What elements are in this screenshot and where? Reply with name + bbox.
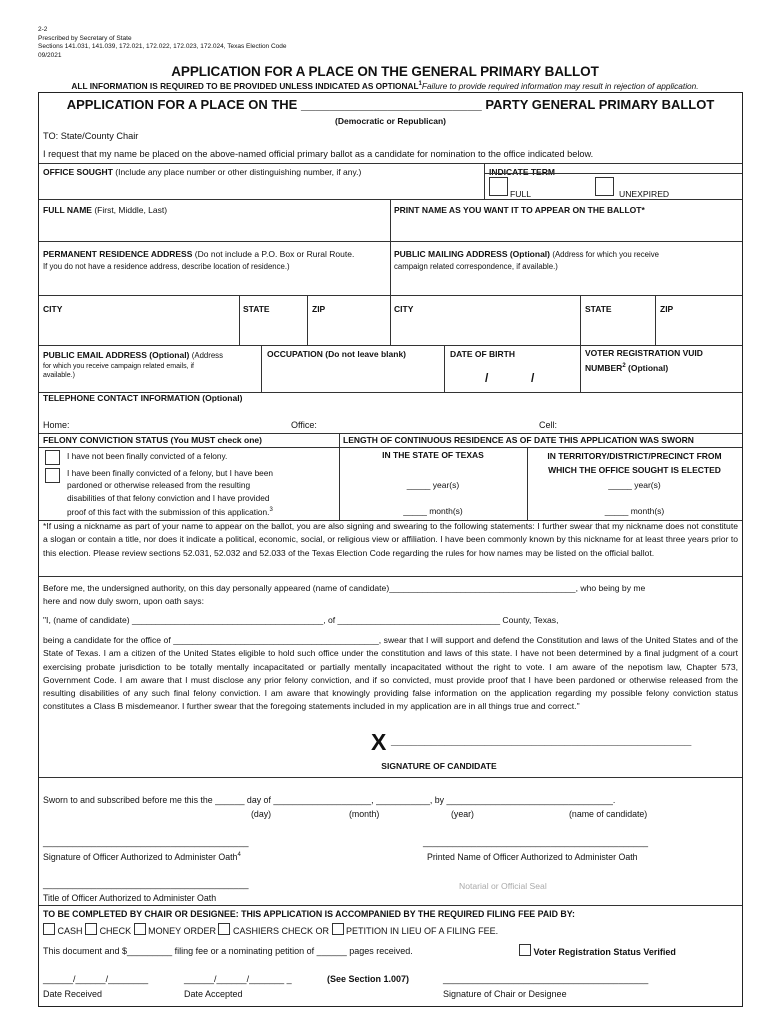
cashiers-check-checkbox[interactable] [218, 923, 230, 935]
date-accepted-line[interactable]: ______/______/_______ _ [184, 974, 292, 984]
oath-paragraph: being a candidate for the office of ___________________________________________, swear that I will support and defend the Constitution and laws of the United States and of the State of Texas. I am a citizen of the United States eligible to hold such office under the constitution and laws of this state. I have not been determined by a final judgment of a court exercising probate jurisdiction to be totally mentally incapacitated or partially mentally incapacitated without the right to vote. I am aware of the nepotism law, Chapter 573, Government Code. I am aware that I must disclose any prior felony conviction, and if so convicted, must provide proof that I have been pardoned or otherwise released from the resulting disabilities of any such final felony conviction. I am aware that knowingly providing false information on the application regarding my possible felony conviction status constitutes a Class B misdemeanor. I further swear that the foregoing statements included in my application are in all things true and correct." [43, 635, 738, 712]
city-label-left: CITY [43, 304, 63, 314]
officer-title-label: Title of Officer Authorized to Administer Oath [43, 893, 217, 903]
chair-heading: TO BE COMPLETED BY CHAIR OR DESIGNEE: THIS APPLICATION IS ACCOMPANIED BY THE REQUIRED FILING FEE PAID BY: [43, 909, 575, 919]
telephone-label: TELEPHONE CONTACT INFORMATION (Optional) [43, 393, 243, 403]
sworn-line: Sworn to and subscribed before me this the ______ day of ____________________, ___________, by __________________________________. [43, 795, 616, 805]
occupation-label: OCCUPATION (Do not leave blank) [267, 349, 407, 359]
signature-x: X [371, 729, 387, 755]
money-order-checkbox[interactable] [134, 923, 146, 935]
form-title: APPLICATION FOR A PLACE ON THE _________________________ PARTY GENERAL PRIMARY BALLOT [66, 97, 715, 112]
chair-signature-line[interactable]: _________________________________________ [443, 974, 649, 984]
oath-name-line: "I, (name of candidate) ________________________________________, of __________________________________ County, Texas, [43, 615, 559, 625]
officer-signature-label: Signature of Officer Authorized to Administer Oath$^4$ [43, 852, 241, 862]
document-fee-line: This document and $_________ filing fee or a nominating petition of ______ pages received. [43, 946, 413, 956]
home-phone-label: Home: [43, 420, 70, 430]
officer-signature-line[interactable]: __________________________________________ [43, 837, 249, 847]
dob-label: DATE OF BIRTH [450, 349, 516, 359]
full-term-label: FULL [510, 189, 532, 199]
sworn-day-label: (day) [251, 809, 272, 819]
office-phone-label: Office: [291, 420, 317, 430]
candidate-signature-line[interactable]: _____________________________________________ [391, 733, 692, 747]
code-sections: Sections 141.031, 141.039, 172.021, 172.022, 172.023, 172.024, Texas Election Code [38, 43, 287, 50]
in-territory-label: IN TERRITORY/DISTRICT/PRECINCT FROM WHICH THE OFFICE SOUGHT IS ELECTED [547, 451, 722, 475]
sworn-name-label: (name of candidate) [569, 809, 648, 819]
prescribed-by: Prescribed by Secretary of State [38, 34, 132, 42]
petition-checkbox[interactable] [332, 923, 344, 935]
form-date: 09/2021 [38, 51, 62, 59]
to-chair: TO: State/County Chair [43, 131, 139, 141]
residence-length-label: LENGTH OF CONTINUOUS RESIDENCE AS OF DATE THIS APPLICATION WAS SWORN [343, 435, 694, 445]
form-header [38, 26, 287, 60]
nickname-note: *If using a nickname as part of your name to appear on the ballot, you are also signing and swearing to the following statements: I further swear that my nickname does not constitute a slogan or contain a title, nor does it indicate a political, economic, social, or religious view or affiliation. I have been commonly known by this nickname for at least three years prior to this election. Please review sections 52.031, 52.032 and 52.033 of the Texas Election Code regarding the rules for how names may be listed on the official ballot. [43, 521, 738, 558]
sworn-year-label: (year) [451, 809, 474, 819]
months-territory: _____ month(s) [604, 506, 665, 516]
cash-checkbox[interactable] [43, 923, 55, 935]
months-state: _____ month(s) [403, 506, 463, 516]
years-state: _____ year(s) [406, 480, 460, 490]
print-name-label: PRINT NAME AS YOU WANT IT TO APPEAR ON THE BALLOT* [394, 205, 645, 215]
felony-pardoned-checkbox[interactable] [45, 468, 60, 483]
unexpired-term-checkbox[interactable] [595, 177, 614, 196]
required-notice: ALL INFORMATION IS REQUIRED TO BE PROVIDED UNLESS INDICATED AS OPTIONAL$^1$Failure to provide required information may result in rejection of application. [71, 81, 699, 91]
date-accepted-label: Date Accepted [184, 989, 243, 999]
ballot-name-field[interactable] [394, 217, 734, 237]
zip-label-right: ZIP [660, 304, 674, 314]
party-hint: (Democratic or Republican) [335, 116, 446, 126]
voter-registration-verified: Voter Registration Status Verified [519, 944, 676, 957]
full-name-label: FULL NAME (First, Middle, Last) [43, 205, 168, 215]
felony-status-label: FELONY CONVICTION STATUS (You MUST check one) [43, 435, 262, 445]
in-state-label: IN THE STATE OF TEXAS [382, 450, 484, 460]
candidate-signature-label: SIGNATURE OF CANDIDATE [381, 761, 497, 771]
felony-option-1: I have not been finally convicted of a felony. [67, 451, 228, 461]
check-checkbox[interactable] [85, 923, 97, 935]
printed-name-label: Printed Name of Officer Authorized to Administer Oath [427, 852, 638, 862]
form-number: 2-2 [38, 26, 48, 33]
unexpired-term-label: UNEXPIRED [619, 189, 670, 199]
felony-option-2: I have been finally convicted of a felony, but I have been pardoned or otherwise released from the resulting disabilities of that felony conviction and I have provided proof of this fact with the submission of this application.$^3$ [67, 468, 274, 517]
date-received-line[interactable]: ______/______/________ [43, 974, 149, 984]
years-territory: _____ year(s) [608, 480, 661, 490]
full-name-field[interactable] [43, 217, 383, 237]
email-label: PUBLIC EMAIL ADDRESS (Optional) (Address [43, 350, 223, 360]
request-statement: I request that my name be placed on the above-named official primary ballot as a candidate for nomination to the office indicated below. [43, 149, 594, 159]
felony-not-convicted-checkbox[interactable] [45, 450, 60, 465]
see-section-label: (See Section 1.007) [327, 974, 410, 984]
printed-name-line[interactable]: ______________________________________________ [423, 837, 649, 847]
permanent-address-label: PERMANENT RESIDENCE ADDRESS (Do not include a P.O. Box or Rural Route. [43, 249, 355, 259]
indicate-term-label: INDICATE TERM [489, 167, 555, 177]
zip-label-left: ZIP [312, 304, 326, 314]
dob-slash-1: / [485, 371, 489, 385]
city-label-right: CITY [394, 304, 414, 314]
mailing-address-label: PUBLIC MAILING ADDRESS (Optional) (Address for which you receive [394, 249, 659, 259]
page-title: APPLICATION FOR A PLACE ON THE GENERAL PRIMARY BALLOT [171, 64, 599, 79]
chair-signature-label: Signature of Chair or Designee [443, 989, 567, 999]
payment-options: CASH CHECK MONEY ORDER CASHIERS CHECK OR PETITION IN LIEU OF A FILING FEE. [43, 923, 498, 936]
officer-title-line[interactable]: __________________________________________ [43, 879, 249, 889]
dob-slash-2: / [531, 371, 535, 385]
date-received-label: Date Received [43, 989, 103, 999]
office-sought-label: OFFICE SOUGHT (Include any place number or other distinguishing number, if any.) [43, 167, 362, 177]
permanent-address-hint: If you do not have a residence address, describe location of residence.) [43, 262, 290, 271]
state-label-right: STATE [585, 304, 612, 314]
mailing-address-hint: campaign related correspondence, if available.) [394, 262, 558, 271]
notarial-seal-label: Notarial or Official Seal [459, 881, 547, 891]
voter-registration-checkbox[interactable] [519, 944, 531, 956]
full-term-checkbox[interactable] [489, 177, 508, 196]
application-form [38, 92, 743, 1007]
state-label-left: STATE [243, 304, 270, 314]
sworn-month-label: (month) [349, 809, 380, 819]
before-me-text: Before me, the undersigned authority, on this day personally appeared (name of candidate)_______________________________________, who being by me here and now duly sworn, upon oath says: [43, 583, 646, 607]
cell-phone-label: Cell: [539, 420, 558, 430]
email-hint: for which you receive campaign related emails, if available.) [43, 363, 194, 379]
vuid-label: VOTER REGISTRATION VUID NUMBER$^2$ (Optional) [585, 348, 703, 373]
